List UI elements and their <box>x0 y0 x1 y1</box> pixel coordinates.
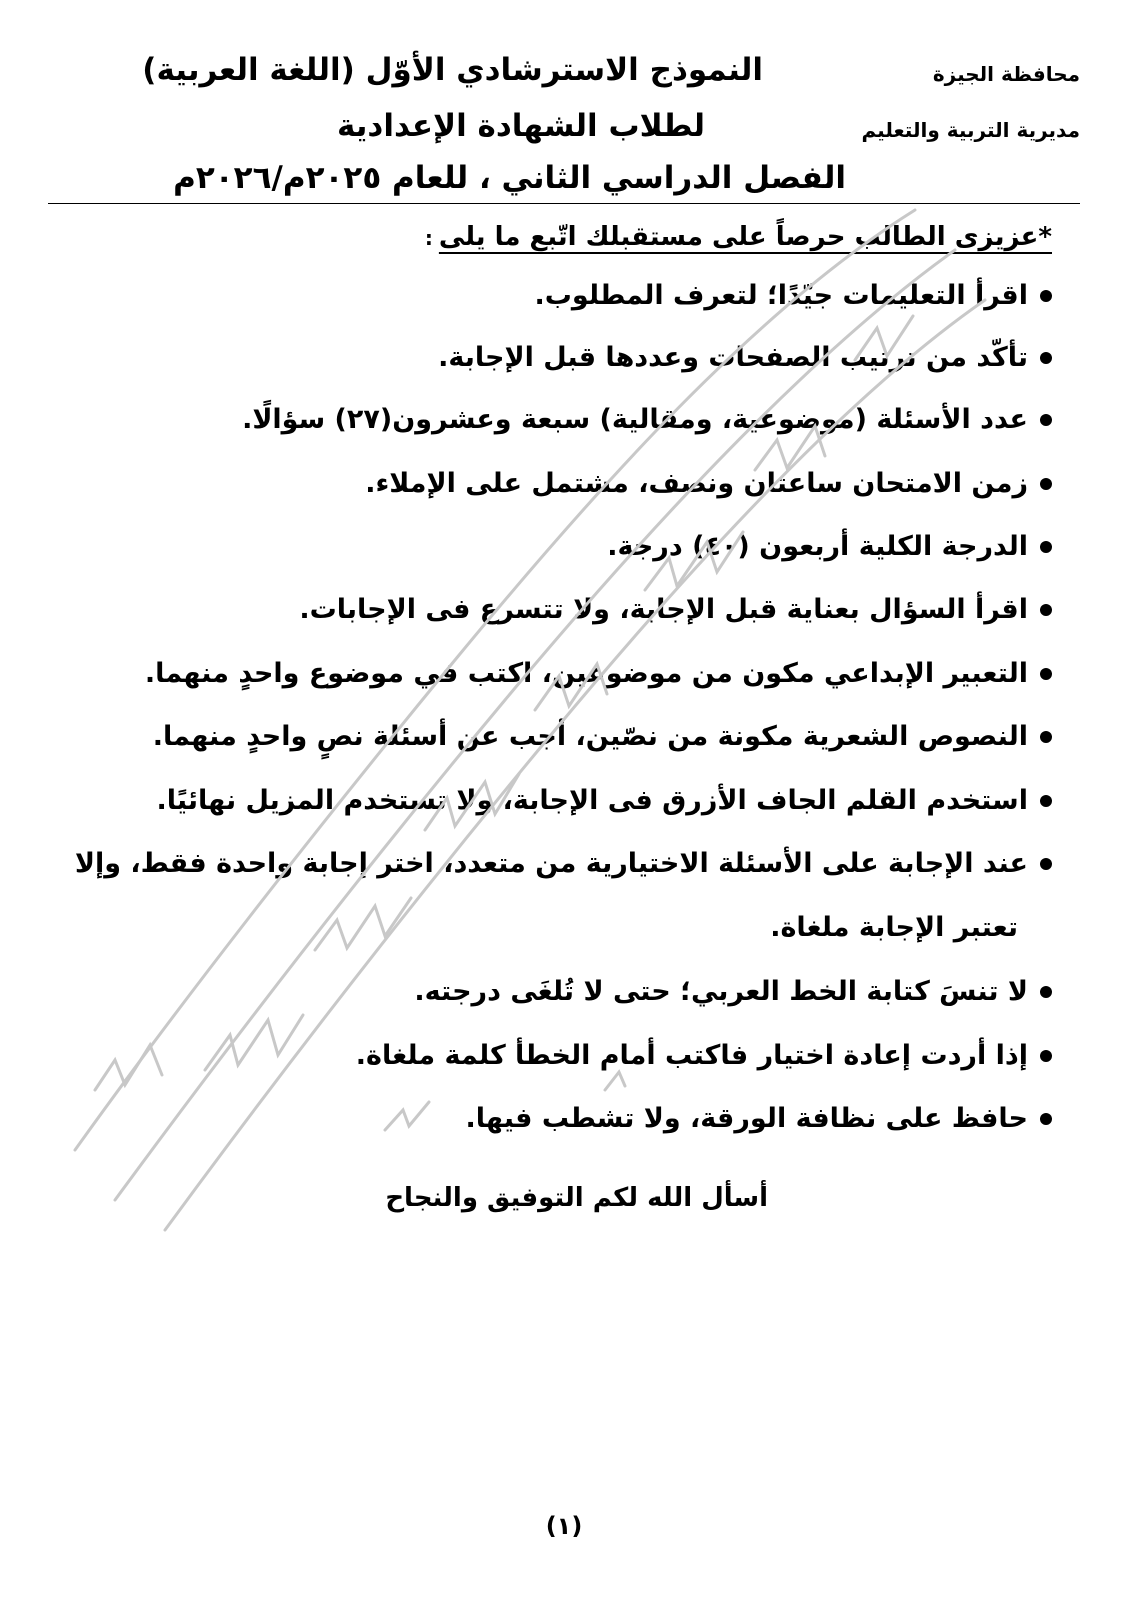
list-item: إذا أردت إعادة اختيار فاكتب أمام الخطأ كلمة ملغاة. <box>356 1040 1052 1071</box>
exam-term: الفصل الدراسي الثاني ، للعام ٢٠٢٥م/٢٠٢٦م <box>173 160 846 196</box>
list-item: اقرأ التعليمات جيّدًا؛ لتعرف المطلوب. <box>535 280 1052 311</box>
bullet-icon <box>1040 478 1052 490</box>
list-item: استخدم القلم الجاف الأزرق فى الإجابة، ولا تستخدم المزيل نهائيًا. <box>156 785 1052 816</box>
bullet-icon <box>1040 352 1052 364</box>
header-divider <box>48 203 1080 204</box>
list-item: التعبير الإبداعي مكون من موضوعين، اكتب في موضوع واحدٍ منهما. <box>145 658 1052 689</box>
intro-heading <box>425 222 1052 252</box>
bullet-icon <box>1040 668 1052 680</box>
bullet-icon <box>1040 731 1052 743</box>
list-item: لا تنسَ كتابة الخط العربي؛ حتى لا تُلغَى درجته. <box>414 976 1052 1007</box>
bullet-icon <box>1040 604 1052 616</box>
bullet-icon <box>1040 986 1052 998</box>
list-item: عند الإجابة على الأسئلة الاختيارية من متعدد، اختر إجابة واحدة فقط، وإلا <box>75 848 1052 879</box>
exam-title: النموذج الاسترشادي الأوّل (اللغة العربية) <box>142 52 763 88</box>
instruction-continuation: تعتبر الإجابة ملغاة. <box>770 912 1018 943</box>
intro-colon: : <box>424 226 433 250</box>
list-item: عدد الأسئلة (موضوعية، ومقالية) سبعة وعشرون(٢٧) سؤالًا. <box>242 404 1052 435</box>
list-item: النصوص الشعرية مكونة من نصّين، أجب عن أسئلة نصٍ واحدٍ منهما. <box>153 721 1052 752</box>
exam-subtitle: لطلاب الشهادة الإعدادية <box>336 108 705 144</box>
page-number: (١) <box>545 1512 583 1540</box>
intro-text: *عزيزى الطالب حرصاً على مستقبلك اتّبع ما يلى <box>438 222 1052 252</box>
list-item: زمن الامتحان ساعتان ونصف، مشتمل على الإملاء. <box>365 468 1052 499</box>
bullet-icon <box>1040 290 1052 302</box>
bullet-icon <box>1040 795 1052 807</box>
bullet-icon <box>1040 858 1052 870</box>
directorate-label: مديرية التربية والتعليم <box>861 118 1080 142</box>
bullet-icon <box>1040 1113 1052 1125</box>
closing-wish: أسأل الله لكم التوفيق والنجاح <box>385 1183 768 1213</box>
list-item: تأكّد من ترتيب الصفحات وعددها قبل الإجابة. <box>438 342 1052 373</box>
bullet-icon <box>1040 414 1052 426</box>
bullet-icon <box>1040 541 1052 553</box>
list-item: حافظ على نظافة الورقة، ولا تشطب فيها. <box>466 1103 1052 1134</box>
governorate-label: محافظة الجيزة <box>932 62 1080 86</box>
list-item: اقرأ السؤال بعناية قبل الإجابة، ولا تتسرع فى الإجابات. <box>299 594 1052 625</box>
list-item: الدرجة الكلية أربعون (٤٠) درجة. <box>607 531 1052 562</box>
bullet-icon <box>1040 1050 1052 1062</box>
